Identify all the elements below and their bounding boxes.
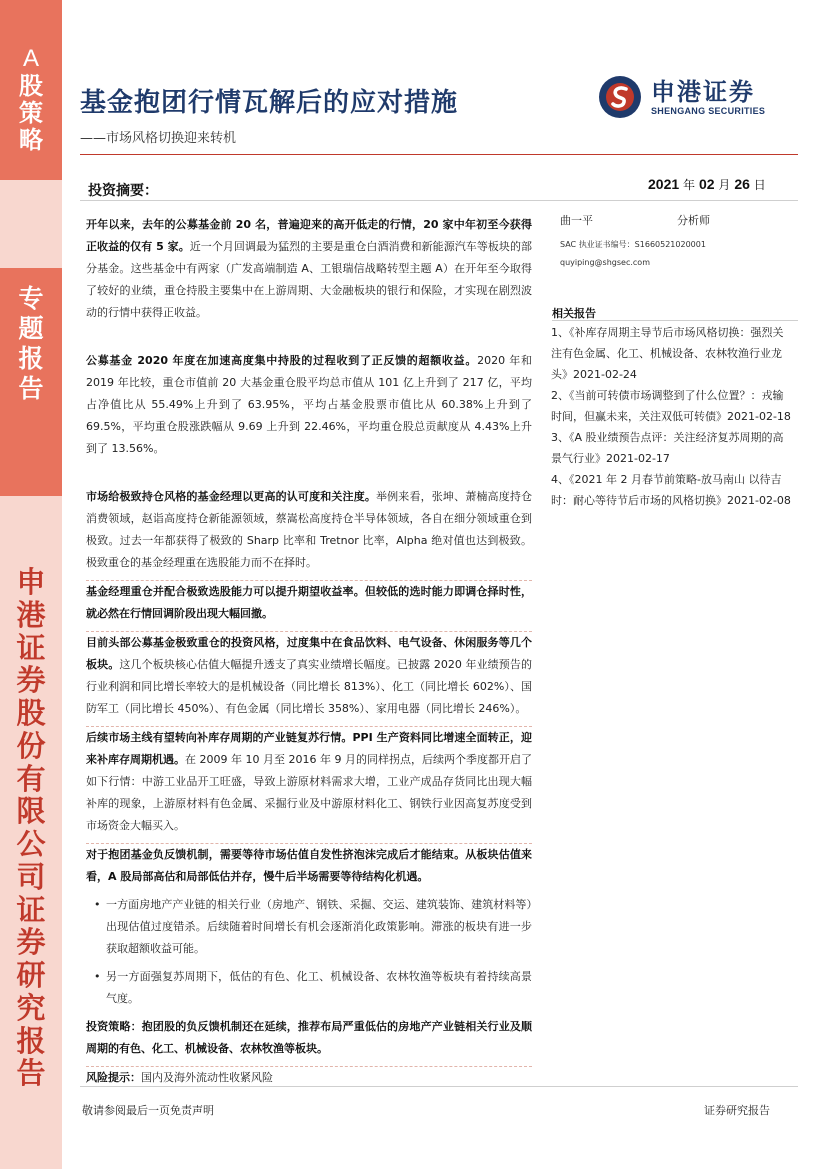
p3-text: 举例来看，张坤、萧楠高度持仓消费领域，赵诣高度持仓新能源领域，蔡嵩松高度持仓半导体领域，各自在细分领域重仓到极致。过去一年都获得了极致的 Sharp 比率和 Tretnor 比率，Alpha 绝对值也达到极致。极致重仓的基金经理重在选股能力而不在择时。 [86, 490, 532, 569]
strategy-paragraph [86, 1016, 532, 1060]
summary-body [86, 214, 532, 1095]
date-month-unit: 月 [718, 178, 731, 192]
strategy-bold: 投资策略：抱团股的负反馈机制还在延续，推荐布局严重低估的房地产产业链相关行业及顺周期的有色、化工、机械设备、农林牧渔等板块。 [86, 1020, 532, 1055]
date-day: 26 [734, 176, 750, 192]
related-reports-divider [552, 320, 798, 321]
date-month: 02 [698, 176, 715, 192]
p5-text: 这几个板块核心估值大幅提升透支了真实业绩增长幅度。已披露 2020 年业绩预告的行业利润和同比增长率较大的是机械设备（同比增长 813%）、化工（同比增长 602%）、国防军工（同比增长 450%）、有色金属（同比增长 358%）、家用电器（同比增长 246%）。 [86, 658, 532, 715]
related-reports-list [551, 322, 791, 511]
p1-text: 近一个月回调最为猛烈的主要是重仓白酒消费和新能源汽车等板块的部分基金。这些基金中有两家（广发高端制造 A、工银瑞信战略转型主题 A）在开年至今取得了较好的业绩，重仓持股主要集中在上游周期、大金融板块的银行和保险，才实现在剧烈波动的行情中获得正收益。 [86, 240, 532, 319]
date-year-unit: 年 [683, 178, 696, 192]
related-report-item[interactable]: 1、《补库存周期主导节后市场风格切换：强烈关注有色金属、化工、机械设备、农林牧渔行业龙头》2021-02-24 [551, 326, 784, 381]
analyst-sac: SAC 执业证书编号：S1660521020001 [560, 240, 706, 249]
page-subtitle: ——市场风格切换迎来转机 [80, 131, 237, 146]
side-top-letter: A [22, 45, 39, 72]
risk-label: 风险提示： [86, 1071, 141, 1084]
paragraph-7 [86, 843, 532, 888]
p3-bold: 市场给极致持仓风格的基金经理以更高的认可度和关注度。 [86, 490, 376, 503]
side-bottom-text: 申港证券股份有限公司证券研究报告 [16, 565, 46, 1091]
p2-bold: 公募基金 2020 年度在加速高度集中持股的过程收到了正反馈的超额收益。 [86, 354, 478, 367]
footer-disclaimer: 敬请参阅最后一页免责声明 [82, 1104, 214, 1117]
p6-text: 在 2009 年 10 月至 2016 年 9 月的同样拐点，后续两个季度都开启了如下行情：中游工业品开工旺盛，导致上游原材料需求大增，工业产成品存货同比出现大幅补库的现象，上游原材料有色金属、采掘行业及中游原材料化工、钢铁行业因高复苏度受到市场资金大幅买入。 [86, 753, 532, 832]
footer-divider [80, 1086, 798, 1087]
date-day-unit: 日 [753, 178, 766, 192]
company-logo [597, 74, 765, 120]
p7-bold: 对于抱团基金负反馈机制，需要等待市场估值自发性挤泡沫完成后才能结束。从板块估值来看，A 股局部高估和局部低估并存，慢牛后半场需要等待结构化机遇。 [86, 848, 532, 883]
p1-bold: 开年以来，去年的公募基金前 20 名，普遍迎来的高开低走的行情，20 家中年初至今获得正收益的仅有 5 家。 [86, 218, 532, 253]
footer-report-type: 证券研究报告 [704, 1104, 770, 1117]
bullet-item-2: • 另一方面强复苏周期下，低估的有色、化工、机械设备、农林牧渔等板块有着持续高景气度。 [86, 966, 532, 1010]
p5-bold: 目前头部公募基金极致重仓的投资风格，过度集中在食品饮料、电气设备、休闲服务等几个板块。 [86, 636, 532, 671]
p4-bold: 基金经理重仓并配合极致选股能力可以提升期望收益率。但较低的选时能力即调仓择时性，就必然在行情回调阶段出现大幅回撤。 [86, 585, 532, 620]
date-year: 2021 [648, 176, 680, 192]
related-report-item[interactable]: 2、《当前可转债市场调整到了什么位置？：戎输时间，但赢未来，关注双低可转债》2021-02-18 [551, 389, 791, 423]
logo-name-en: SHENGANG SECURITIES [651, 106, 766, 116]
p2-text: 2020 年和 2019 年比较，重仓市值前 20 大基金重仓股平均总市值从 101 亿上升到了 217 亿，平均占净值比从 55.49%上升到了 63.95%，平均占基金股票市值比从 60.38%上升到了 69.5%，平均重仓股涨跌幅从 9.69 上升到 22.46%，平均重仓股总贡献度从 4.43%上升到了 13.56%。 [86, 354, 532, 455]
paragraph-5 [86, 631, 532, 720]
risk-text: 国内及海外流动性收紧风险 [141, 1071, 273, 1084]
logo-mark-icon [597, 74, 643, 120]
related-reports-heading: 相关报告 [552, 307, 596, 320]
report-date [648, 176, 766, 193]
side-banner [0, 0, 62, 1169]
paragraph-1 [86, 214, 532, 324]
paragraph-2 [86, 350, 532, 460]
analyst-name: 曲一平 [560, 214, 593, 227]
side-top-text: 股策略 [19, 70, 43, 154]
analyst-info [560, 212, 710, 272]
header-divider [80, 154, 798, 155]
paragraph-3 [86, 486, 532, 574]
analyst-role: 分析师 [677, 214, 710, 227]
related-report-item[interactable]: 3、《A 股业绩预告点评：关注经济复苏周期的高景气行业》2021-02-17 [551, 431, 784, 465]
logo-name-cn: 申港证券 [651, 78, 755, 106]
side-banner-top [0, 0, 62, 180]
paragraph-6 [86, 726, 532, 837]
page-title: 基金抱团行情瓦解后的应对措施 [80, 88, 459, 118]
bullet-item-1: • 一方面房地产产业链的相关行业（房地产、钢铁、采掘、交运、建筑装饰、建筑材料等）出现估值过度错杀。后续随着时间增长有机会逐渐消化政策影响。滞涨的板块有进一步获取超额收益可能。 [86, 894, 532, 960]
summary-heading: 投资摘要： [88, 183, 158, 199]
summary-divider [80, 200, 798, 201]
side-mid-text: 专题报告 [18, 284, 44, 403]
paragraph-4 [86, 580, 532, 625]
side-banner-mid [0, 268, 62, 496]
related-report-item[interactable]: 4、《2021 年 2 月春节前策略-放马南山 以待吉时：耐心等待节后市场的风格切换》2021-02-08 [551, 473, 791, 507]
analyst-email[interactable]: quyiping@shgsec.com [560, 258, 650, 267]
side-banner-bottom [0, 510, 62, 1169]
p6-bold: 后续市场主线有望转向补库存周期的产业链复苏行情。PPI 生产资料同比增速全面转正，迎来补库存周期机遇。 [86, 731, 532, 766]
